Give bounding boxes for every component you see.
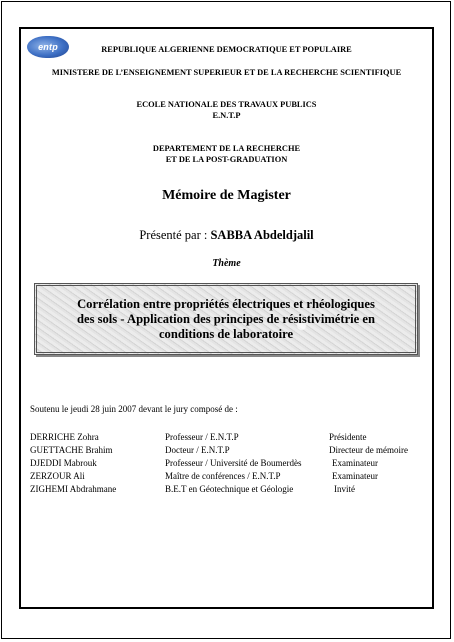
jury-row: [0, 445, 454, 457]
theme-line-2: des sols - Application des principes de résistivimétrie en: [76, 311, 376, 326]
jury-row: [0, 484, 454, 496]
theme-line-1: Corrélation entre propriétés électriques et rhéologiques: [77, 296, 375, 311]
theme-title: [38, 297, 414, 342]
jury-member-role: Présidente: [329, 432, 367, 442]
jury-member-title: Professeur / E.N.T.P: [165, 432, 239, 442]
jury-member-role: Directeur de mémoire: [329, 445, 408, 455]
jury-member-name: GUETTACHE Brahim: [30, 445, 113, 455]
school-abbreviation: E.N.T.P: [212, 111, 241, 120]
jury-member-role: Examinateur: [332, 458, 378, 468]
ministry-heading: MINISTERE DE L’ENSEIGNEMENT SUPERIEUR ET DE LA RECHERCHE SCIENTIFIQUE: [51, 68, 402, 77]
jury-member-title: Maître de conférences / E.N.T.P: [165, 471, 281, 481]
jury-member-name: ZIGHEMI Abdrahmane: [30, 484, 117, 494]
jury-member-name: DERRICHE Zohra: [30, 432, 99, 442]
jury-row: [0, 458, 454, 470]
theme-box: [34, 283, 418, 355]
presenter-line: [19, 228, 434, 243]
jury-row: [0, 471, 454, 483]
jury-member-title: Docteur / E.N.T.P: [165, 445, 230, 455]
document-title: Mémoire de Magister: [162, 188, 291, 203]
defense-statement: Soutenu le jeudi 28 juin 2007 devant le jury composé de :: [30, 404, 238, 414]
jury-row: [0, 432, 454, 444]
theme-line-3: conditions de laboratoire: [158, 326, 294, 341]
jury-member-title: Professeur / Université de Boumerdès: [165, 458, 302, 468]
jury-member-role: Examinateur: [332, 471, 378, 481]
presenter-label: Présenté par :: [139, 228, 211, 242]
department-line-1: DEPARTEMENT DE LA RECHERCHE: [152, 144, 301, 153]
republic-heading: REPUBLIQUE ALGERIENNE DEMOCRATIQUE ET POPULAIRE: [101, 45, 352, 54]
logo-text: entp: [38, 42, 58, 52]
jury-member-name: ZERZOUR Ali: [30, 471, 85, 481]
department-line-2: ET DE LA POST-GRADUATION: [165, 155, 288, 164]
school-name: ECOLE NATIONALE DES TRAVAUX PUBLICS: [136, 100, 317, 109]
jury-member-name: DJEDDI Mabrouk: [30, 458, 97, 468]
jury-member-role: Invité: [334, 484, 355, 494]
theme-label: Thème: [212, 258, 241, 269]
presenter-name: SABBA Abdeldjalil: [210, 228, 314, 242]
jury-member-title: B.E.T en Géotechnique et Géologie: [165, 484, 294, 494]
